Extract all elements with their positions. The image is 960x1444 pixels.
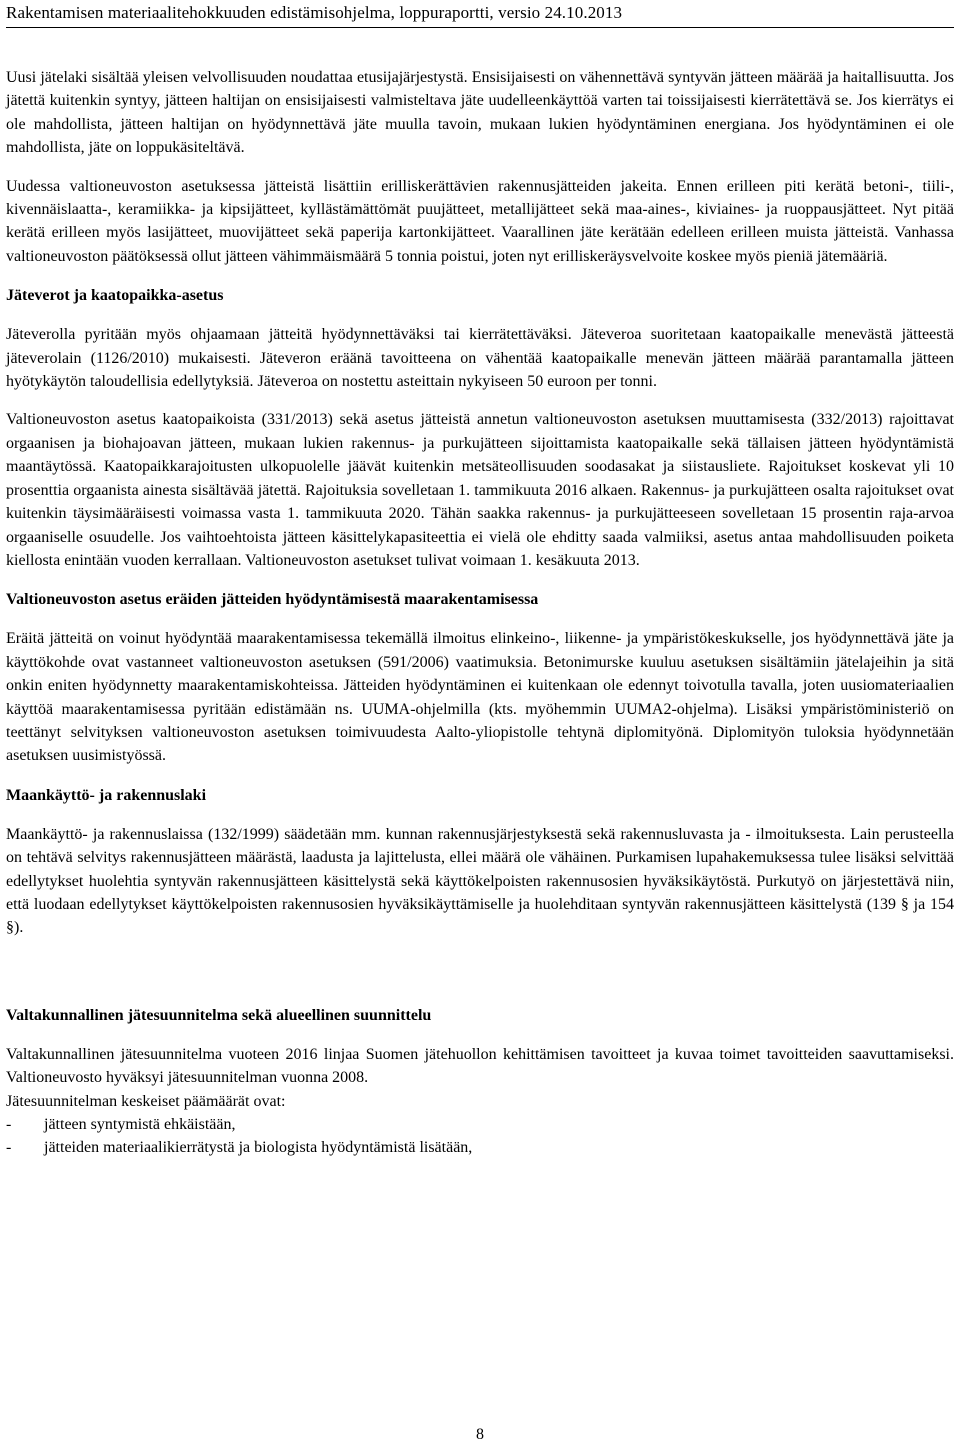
list-item	[6, 1113, 954, 1136]
paragraph: Uudessa valtioneuvoston asetuksessa jätteistä lisättiin erilliskerättävien rakennusjätteiden jakeita. Ennen erilleen piti kerätä betoni-, tiili-, kivennäislaatta-, keramiikka- ja kipsijätteet, kyllästämättömät puujätteet, metallijätteet sekä maa-aines-, kiviaines- ja ruoppausjätteet. Nyt pitää kerätä erilleen myös lasijätteet, muovijätteet sekä paperija kartonkijätteet. Vaarallinen jäte kerätään edelleen erilleen muista jätteistä. Vanhassa valtioneuvoston päätöksessä ollut jätteen vähimmäismäärä 5 tonnia poistui, joten nyt erilliskeräysvelvoite koskee myös pieniä jätemääriä.	[6, 177, 954, 265]
dash-bullet-icon: -	[6, 1116, 12, 1133]
paragraph: Maankäyttö- ja rakennuslaissa (132/1999) säädetään mm. kunnan rakennusjärjestyksestä sekä rakennusluvasta ja - ilmoituksesta. Lain perusteella on tehtävä selvitys rakennusjätteen määrästä, laadusta ja lajittelusta, ellei määrä ole vähäinen. Purkamisen lupahakemuksessa tulee lisäksi selvittää edellytykset huolehtia syntyvän rakennusjätteen käsittelystä sekä käyttökelpoisten rakennusosien hyväksikäytöstä. Purkutyö on järjestettävä niin, että luodaan edellytykset käyttökelpoisten rakennusosien hyväksikäyttämiselle ja huolehditaan syntyvän rakennusjätteen käsittelystä (139 § ja 154 §).	[6, 825, 954, 937]
section-heading-maankaytto: Maankäyttö- ja rakennuslaki	[6, 786, 207, 804]
list-intro: Jätesuunnitelman keskeiset päämäärät ovat:	[6, 1092, 286, 1110]
section-heading-jateverot: Jäteverot ja kaatopaikka-asetus	[6, 287, 224, 305]
header-rule	[6, 27, 954, 28]
dash-bullet-icon: -	[6, 1139, 12, 1157]
section-heading-maarakentaminen: Valtioneuvoston asetus eräiden jätteiden hyödyntämisestä maarakentamisessa	[6, 591, 539, 609]
list-item	[6, 1136, 954, 1159]
paragraph: Uusi jätelaki sisältää yleisen velvollisuuden noudattaa etusijajärjestystä. Ensisijaisesti on vähennettävä syntyvän jätteen määrää ja haitallisuutta. Jos jätettä kuitenkin syntyy, jätteen haltijan on ensisijaisesti valmisteltava jäte uudelleenkäyttöä varten tai toissijaisesti kierrätettävä se. Jos kierrätys ei ole mahdollista, jätteen haltijan on hyödynnettävä jäte muulla tavoin, mukaan lukien hyödyntäminen energiana. Jos hyödyntäminen ei ole mahdollista, jäte on loppukäsiteltävä.	[6, 69, 954, 157]
paragraph: Valtioneuvoston asetus kaatopaikoista (331/2013) sekä asetus jätteistä annetun valtioneuvoston asetuksen muuttamisesta (332/2013) rajoittavat orgaanisen ja biohajoavan jätteen, mukaan lukien rakennus- ja purkujätteen sijoittamista kaatopaikalle sekä tällaisen jätteen hyödyntämistä maantäytössä. Kaatopaikkarajoitusten ulkopuolelle jäävät kuitenkin metsäteollisuuden soodasakat ja siistausliete. Rajoitukset koskevat yli 10 prosenttia orgaanista ainesta sisältävää jätettä. Rajoituksia sovelletaan 1. tammikuuta 2016 alkaen. Rakennus- ja purkujätteen osalta rajoitukset ovat kuitenkin täysimääräisesti voimassa vasta 1. tammikuuta 2020. Tähän saakka rakennus- ja purkujätteeseen sovelletaan 15 prosentin raja-arvoa orgaaniselle osuudelle. Jos vaihtoehtoista jätteen käsittelykapasiteettia ei vielä ole ehditty saada valmiiksi, asetus antaa mahdollisuuden poiketa kiellosta enintään vuoden kerrallaan. Valtioneuvoston asetukset tulivat voimaan 1. kesäkuuta 2013.	[6, 411, 954, 569]
running-header: Rakentamisen materiaalitehokkuuden edistämisohjelma, loppuraportti, versio 24.10.2013	[6, 3, 623, 22]
page-number: 8	[476, 1426, 484, 1443]
list-item-text: jätteiden materiaalikierrätystä ja biologista hyödyntämistä lisätään,	[44, 1139, 473, 1157]
paragraph: Eräitä jätteitä on voinut hyödyntää maarakentamisessa tekemällä ilmoitus elinkeino-, liikenne- ja ympäristökeskukselle, jos hyödynnettävä jäte ja käyttökohde ovat vastanneet valtioneuvoston asetuksen (591/2006) vaatimuksia. Betonimurske kuuluu asetuksen sisältämiin jätelajeihin ja sitä onkin eniten hyödynnetty maarakentamiskohteissa. Jätteiden hyödyntäminen ei kuitenkaan ole edennyt toivotulla tavalla, joten uusiomateriaalien käyttöä maarakentamisessa pyritään edistämään ns. UUMA-ohjelmilla (kts. myöhemmin UUMA2-ohjelma). Lisäksi ympäristöministeriö on teettänyt selvityksen valtioneuvoston asetuksen toimivuudesta Aalto-yliopistolle tehtynä diplomityönä. Diplomityön tuloksia hyödynnetään asetuksen uusimistyössä.	[6, 630, 954, 765]
paragraph: Valtakunnallinen jätesuunnitelma vuoteen 2016 linjaa Suomen jätehuollon kehittämisen tavoitteet ja kuvaa toimet tavoitteiden saavuttamiseksi. Valtioneuvosto hyväksyi jätesuunnitelman vuonna 2008.	[6, 1045, 954, 1087]
list-item-text: jätteen syntymistä ehkäistään,	[44, 1116, 236, 1133]
goals-list	[6, 1113, 954, 1160]
section-heading-jatesuunnitelma: Valtakunnallinen jätesuunnitelma sekä alueellinen suunnittelu	[6, 1006, 432, 1024]
paragraph: Jäteverolla pyritään myös ohjaamaan jätteitä hyödynnettäväksi tai kierrätettäväksi. Jäteveroa suoritetaan kaatopaikalle menevästä jätteestä jäteverolain (1126/2010) mukaisesti. Jäteveron eräänä tavoitteena on vähentää kaatopaikalle menevän jätteen määrää parantamalla jätteen hyötykäytön taloudellisia edellytyksiä. Jäteveroa on nostettu asteittain nykyiseen 50 euroon per tonni.	[6, 326, 954, 391]
page-content	[6, 66, 954, 1160]
